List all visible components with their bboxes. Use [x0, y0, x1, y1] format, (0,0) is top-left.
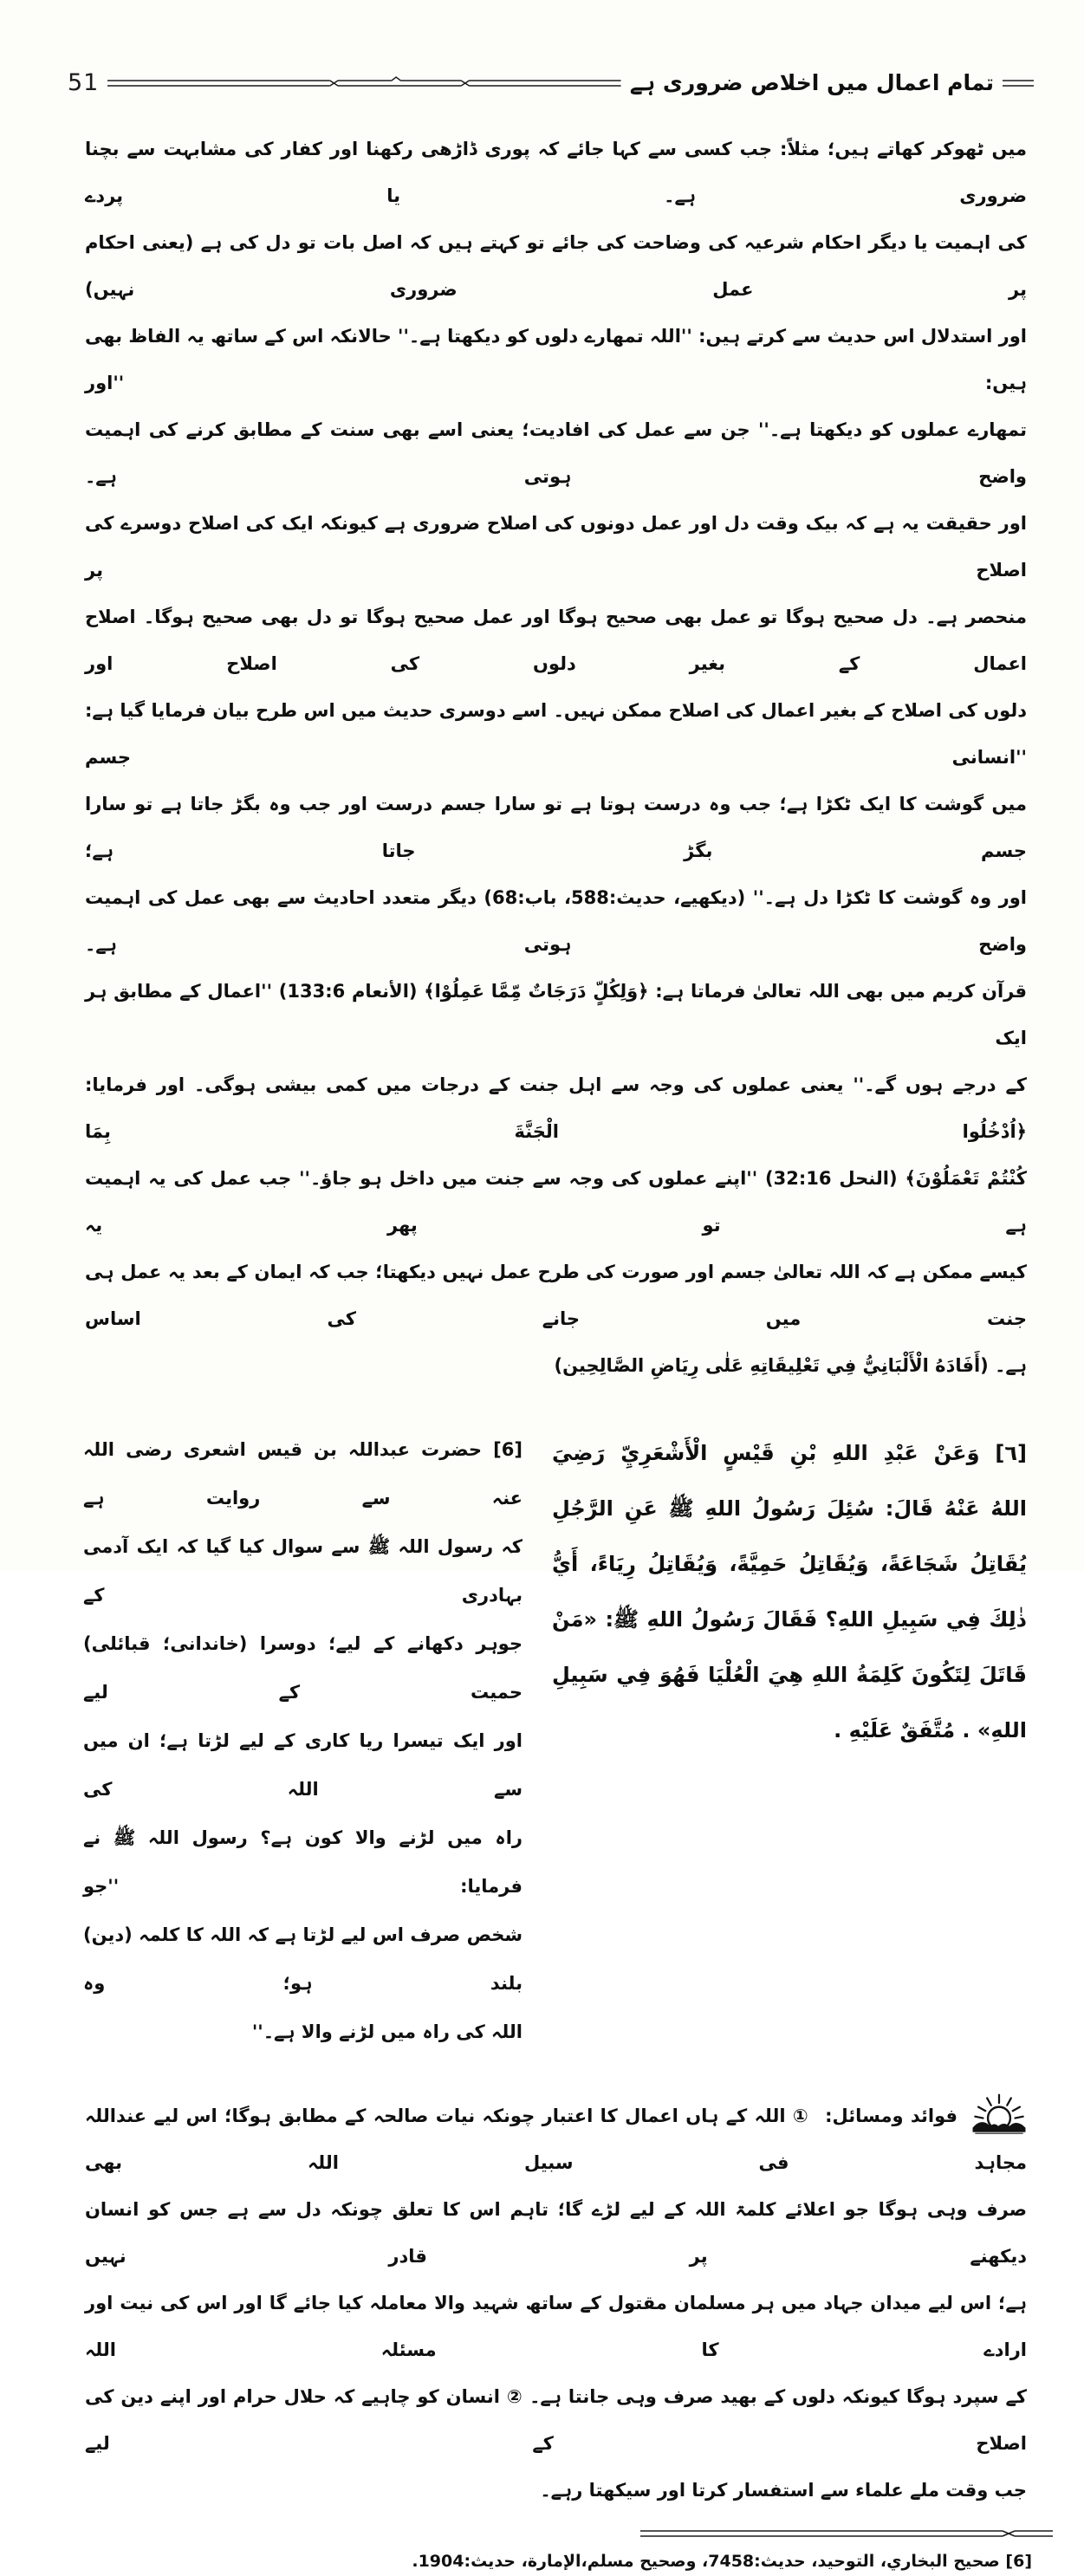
- fawaid-first-line: [85, 2093, 1027, 2186]
- main-paragraph: [85, 126, 1027, 1389]
- text-line: صرف وہی ہوگا جو اعلائے کلمۃ اللہ کے لیے لڑے گا؛ تاہم اس کا تعلق چونکہ دل سے ہے جس کو انسان دیکھنے پر قادر نہیں: [85, 2199, 1027, 2267]
- hadith-section: [83, 1425, 1027, 2056]
- text-line: کیسے ممکن ہے کہ اللہ تعالیٰ جسم اور صورت کی طرح عمل نہیں دیکھتا؛ جب کہ ایمان کے بعد یہ عمل ہی جنت میں جانے کی اساس: [85, 1262, 1027, 1329]
- sunrise-icon: [971, 2093, 1027, 2134]
- text-line: اور استدلال اس حدیث سے کرتے ہیں: ''اللہ تمھارے دلوں کو دیکھتا ہے۔'' حالانکہ اس کے ساتھ یہ الفاظ بھی ہیں: ''اور: [85, 326, 1027, 393]
- text-line: ہے؛ اس لیے میدان جہاد میں ہر مسلمان مقتول کے ساتھ شہید والا معاملہ کیا جائے گا اور اس کی نیت اور ارادے کا مسئلہ اللہ: [85, 2293, 1027, 2360]
- text-line: جب وقت ملے علماء سے استفسار کرتا اور سیکھتا رہے۔: [540, 2480, 1027, 2501]
- fawaid-section: [85, 2093, 1027, 2514]
- text-line: كُنْتُمْ تَعْمَلُوْنَ﴾ (النحل 32:16) ''اپنے عملوں کی وجہ سے جنت میں داخل ہو جاؤ۔'' جب عمل کی یہ اہمیت ہے تو پھر یہ: [85, 1168, 1027, 1236]
- page-header: [0, 0, 1084, 96]
- text-line: [6] حضرت عبداللہ بن قیس اشعری رضی اللہ عنہ سے روایت ہے: [83, 1439, 523, 1509]
- fawaid-first-line-text: ① اللہ کے ہاں اعمال کا اعتبار چونکہ نیات صالحہ کے مطابق ہوگا؛ اس لیے عنداللہ مجاہد فی سبیل اللہ بھی: [85, 2106, 1027, 2173]
- text-line: [٦] وَعَنْ عَبْدِ اللهِ بْنِ قَيْسٍ الْأَشْعَرِيِّ رَضِيَ: [552, 1441, 1027, 1465]
- header-divider-rule: [107, 76, 621, 90]
- page-number: 51: [68, 69, 100, 96]
- text-line: شخص صرف اس لیے لڑتا ہے کہ اللہ کا کلمہ (دین) بلند ہو؛ وہ: [83, 1924, 523, 1994]
- text-line: راہ میں لڑنے والا کون ہے؟ رسول اللہ ﷺ نے فرمایا: ''جو: [83, 1827, 523, 1897]
- hadith-urdu-translation-column: [83, 1425, 523, 2056]
- text-line: جوہر دکھانے کے لیے؛ دوسرا (خاندانی؛ قبائلی) حمیت کے لیے: [83, 1633, 523, 1703]
- fawaid-lines: [85, 2186, 1027, 2514]
- text-line: اللہ کی راہ میں لڑنے والا ہے۔'': [251, 2021, 523, 2042]
- text-line: کہ رسول اللہ ﷺ سے سوال کیا گیا کہ ایک آدمی بہادری کے: [83, 1536, 523, 1606]
- fawaid-heading: فوائد ومسائل:: [825, 2106, 957, 2126]
- text-line: اللهُ عَنْهُ قَالَ: سُئِلَ رَسُولُ اللهِ ﷺ عَنِ الرَّجُلِ: [552, 1496, 1027, 1521]
- footnote-divider-rule: [640, 2527, 1053, 2540]
- text-line: يُقَاتِلُ شَجَاعَةً، وَيُقَاتِلُ حَمِيَّةً، وَيُقَاتِلُ رِيَاءً، أَيُّ: [552, 1552, 1027, 1576]
- text-line: کے سپرد ہوگا کیونکہ دلوں کے بھید صرف وہی جانتا ہے۔ ② انسان کو چاہیے کہ حلال حرام اور اپنے دین کی اصلاح کے لیے: [85, 2386, 1027, 2454]
- text-line: قَاتَلَ لِتَكُونَ كَلِمَةُ اللهِ هِيَ الْعُلْيَا فَهُوَ فِي سَبِيلِ: [552, 1663, 1027, 1687]
- text-line: ذٰلِكَ فِي سَبِيلِ اللهِ؟ فَقَالَ رَسُولُ اللهِ ﷺ: «مَنْ: [552, 1607, 1027, 1632]
- text-line: منحصر ہے۔ دل صحیح ہوگا تو عمل بھی صحیح ہوگا اور عمل صحیح ہوگا تو دل بھی صحیح ہوگا۔ اصلاح اعمال کے بغیر دلوں کی اصلاح اور: [85, 607, 1027, 674]
- text-line: اور وہ گوشت کا ٹکڑا دل ہے۔'' (دیکھیے، حدیث:588، باب:68) دیگر متعدد احادیث سے بھی عمل کی اہمیت واضح ہوتی ہے۔: [85, 887, 1027, 955]
- text-line: قرآن کریم میں بھی اللہ تعالیٰ فرماتا ہے: ﴿وَلِكُلٍّ دَرَجَاتٌ مِّمَّا عَمِلُوْا﴾ (الأنعام 133:6) ''اعمال کے مطابق ہر ایک: [85, 981, 1027, 1048]
- footnote: [6] صحيح البخاري، التوحيد، حديث:7458، وصحيح مسلم،الإمارة، حديث:1904.: [412, 2552, 1032, 2571]
- text-line: میں گوشت کا ایک ٹکڑا ہے؛ جب وہ درست ہوتا ہے تو سارا جسم درست اور جب وہ بگڑ جاتا ہے تو سارا جسم بگڑ جاتا ہے؛: [85, 794, 1027, 861]
- text-line: اللهِ» . مُتَّفَقٌ عَلَيْهِ .: [834, 1718, 1027, 1742]
- text-line: تمھارے عملوں کو دیکھتا ہے۔'' جن سے عمل کی افادیت؛ یعنی اسے بھی سنت کے مطابق کرنے کی اہمیت واضح ہوتی ہے۔: [85, 419, 1027, 487]
- text-line: ہے۔ (أَفَادَهُ الْأَلْبَانِيُّ فِي تَعْلِيقَاتِهِ عَلٰى رِيَاضِ الصَّالِحِين): [554, 1355, 1027, 1376]
- text-line: دلوں کی اصلاح کے بغیر اعمال کی اصلاح ممکن نہیں۔ اسے دوسری حدیث میں اس طرح بیان فرمایا گیا ہے: ''انسانی جسم: [85, 700, 1027, 768]
- header-rule-stub: [1003, 76, 1034, 90]
- text-line: اور ایک تیسرا ریا کاری کے لیے لڑتا ہے؛ ان میں سے اللہ کی: [83, 1730, 523, 1800]
- chapter-title: تمام اعمال میں اخلاص ضروری ہے: [629, 70, 994, 95]
- text-line: کی اہمیت یا دیگر احکام شرعیہ کی وضاحت کی جائے تو کہتے ہیں کہ اصل بات تو دل کی ہے (یعنی احکام پر عمل ضروری نہیں): [85, 232, 1027, 300]
- hadith-arabic-column: [552, 1425, 1027, 2056]
- text-line: میں ٹھوکر کھاتے ہیں؛ مثلاً: جب کسی سے کہا جائے کہ پوری ڈاڑھی رکھنا اور کفار کی مشابہت سے بچنا ضروری ہے۔ یا پردے: [85, 139, 1027, 206]
- text-line: کے درجے ہوں گے۔'' یعنی عملوں کی وجہ سے اہل جنت کے درجات میں کمی بیشی ہوگی۔ اور فرمایا: ﴿اُدْخُلُوا الْجَنَّةَ بِمَا: [85, 1074, 1027, 1142]
- text-line: اور حقیقت یہ ہے کہ بیک وقت دل اور عمل دونوں کی اصلاح ضروری ہے کیونکہ ایک کی اصلاح دوسرے کی اصلاح پر: [85, 513, 1027, 581]
